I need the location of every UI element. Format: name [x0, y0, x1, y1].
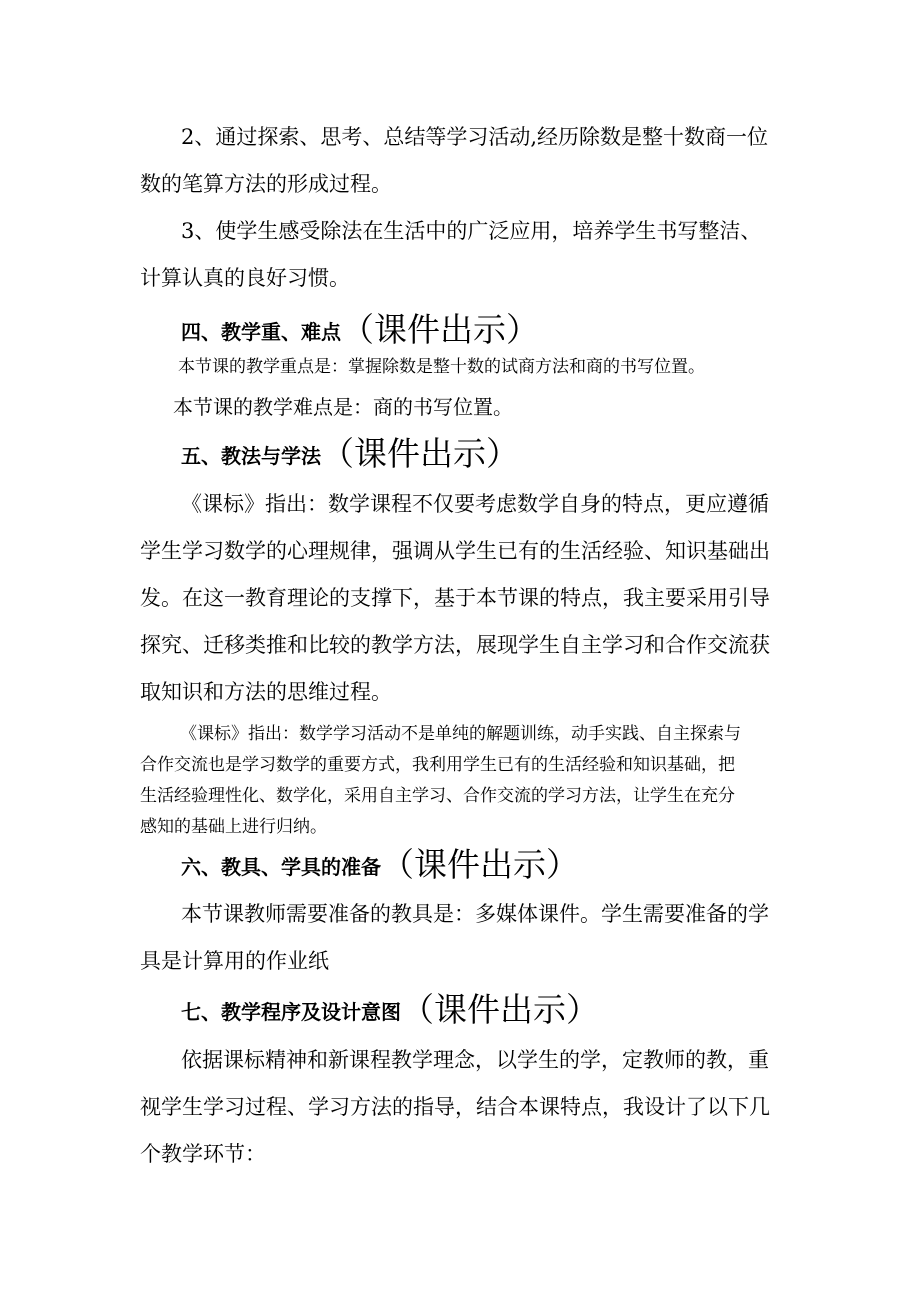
section-6-line-2: 具是计算用的作业纸 — [140, 949, 329, 973]
section-7-line-1: 依据课标精神和新课程教学理念，以学生的学，定教师的教，重 — [181, 1048, 769, 1072]
section-7-line-2: 视学生学习过程、学习方法的指导，结合本课特点，我设计了以下几 — [140, 1095, 770, 1119]
paragraph-2-line-1: 2、通过探索、思考、总结等学习活动,经历除数是整十数商一位 — [181, 125, 769, 149]
section-6-heading — [181, 845, 579, 884]
section-4-title: 四、教学重、难点 — [181, 320, 341, 344]
section-5-para-2-line-2: 合作交流也是学习数学的重要方式，我利用学生已有的生活经验和知识基础，把 — [140, 755, 735, 775]
section-7-title: 七、教学程序及设计意图 — [181, 1000, 401, 1024]
section-7-courseware-note: （课件出示） — [401, 990, 599, 1029]
section-5-para-2-line-3: 生活经验理性化、数学化，采用自主学习、合作交流的学习方法，让学生在充分 — [140, 786, 735, 806]
paragraph-3-line-1: 3、使学生感受除法在生活中的广泛应用，培养学生书写整洁、 — [181, 219, 762, 243]
section-4-courseware-note: （课件出示） — [341, 310, 539, 349]
section-5-courseware-note: （课件出示） — [321, 434, 519, 473]
paragraph-2-line-2: 数的笔算方法的形成过程。 — [140, 172, 392, 196]
section-7-heading — [181, 990, 599, 1029]
section-5-para-1-line-2: 学生学习数学的心理规律，强调从学生已有的生活经验、知识基础出 — [140, 539, 770, 563]
section-5-para-2-line-1: 《课标》指出：数学学习活动不是单纯的解题训练，动手实践、自主探索与 — [180, 724, 741, 744]
section-4-heading — [181, 310, 539, 349]
section-5-heading — [181, 434, 519, 473]
section-5-para-1-line-5: 取知识和方法的思维过程。 — [140, 680, 392, 704]
section-5-title: 五、教法与学法 — [181, 444, 321, 468]
section-5-para-1-line-1: 《课标》指出：数学课程不仅要考虑数学自身的特点，更应遵循 — [181, 492, 769, 516]
section-4-difficulty: 本节课的教学难点是：商的书写位置。 — [173, 395, 513, 419]
section-5-para-1-line-3: 发。在这一教育理论的支撑下，基于本节课的特点，我主要采用引导 — [140, 586, 770, 610]
section-4-key-point: 本节课的教学重点是：掌握除数是整十数的试商方法和商的书写位置。 — [178, 357, 705, 377]
section-6-title: 六、教具、学具的准备 — [181, 855, 381, 879]
section-7-line-3: 个教学环节： — [140, 1142, 266, 1166]
section-6-line-1: 本节课教师需要准备的教具是：多媒体课件。学生需要准备的学 — [181, 902, 769, 926]
section-5-para-2-line-4: 感知的基础上进行归纳。 — [140, 817, 327, 837]
paragraph-3-line-2: 计算认真的良好习惯。 — [140, 266, 350, 290]
section-5-para-1-line-4: 探究、迁移类推和比较的教学方法，展现学生自主学习和合作交流获 — [140, 633, 770, 657]
section-6-courseware-note: （课件出示） — [381, 845, 579, 884]
